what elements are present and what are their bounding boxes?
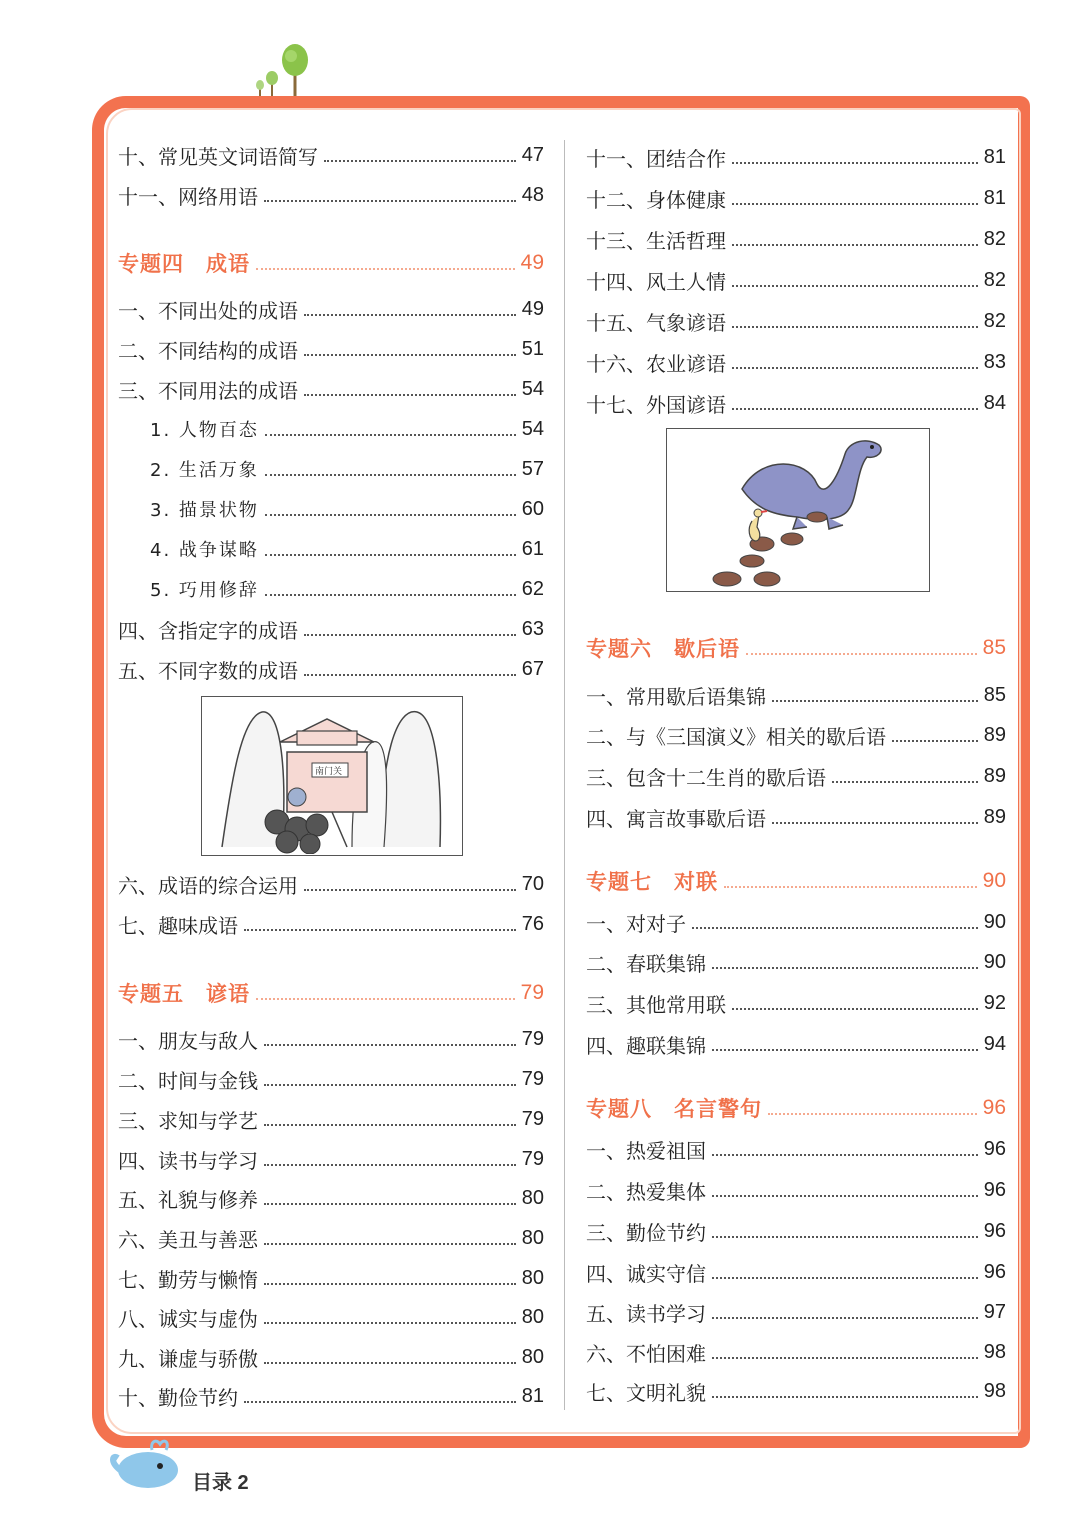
toc-entry-title: 四、趣联集锦	[586, 1033, 706, 1058]
toc-page-number: 76	[521, 912, 544, 935]
toc-leader-dots	[304, 314, 516, 316]
toc-leader-dots	[324, 160, 516, 162]
toc-entry	[586, 1132, 1006, 1166]
toc-page-number: 83	[983, 350, 1006, 373]
toc-section-heading	[586, 1091, 1006, 1125]
toc-leader-dots	[772, 700, 978, 702]
toc-page-number: 82	[983, 227, 1006, 250]
toc-entry	[586, 140, 1006, 174]
toc-entry	[586, 718, 1006, 752]
toc-entry	[586, 905, 1006, 939]
toc-leader-dots	[304, 354, 516, 356]
toc-leader-dots	[732, 1008, 978, 1010]
toc-entry-title: 二、时间与金钱	[118, 1068, 258, 1093]
toc-entry-title: 五、礼貌与修养	[118, 1187, 258, 1212]
toc-leader-dots	[256, 998, 515, 1000]
toc-entry	[586, 986, 1006, 1020]
toc-page-number: 49	[520, 251, 544, 274]
toc-entry	[118, 178, 544, 212]
toc-entry-title: 专题六 歇后语	[586, 637, 740, 661]
toc-section-heading	[586, 864, 1006, 898]
toc-entry-title: 一、不同出处的成语	[118, 298, 298, 323]
toc-page-number: 81	[521, 1384, 544, 1407]
whale-icon	[110, 1432, 190, 1492]
toc-page-number: 48	[521, 183, 544, 206]
toc-page-number: 94	[983, 1032, 1006, 1055]
toc-entry-title: 3. 描景状物	[150, 500, 259, 521]
toc-entry	[118, 138, 544, 172]
toc-page-number: 97	[983, 1300, 1006, 1323]
toc-entry	[118, 372, 544, 406]
toc-page-number: 80	[521, 1345, 544, 1368]
toc-entry-title: 十二、身体健康	[586, 187, 726, 212]
toc-leader-dots	[692, 927, 978, 929]
toc-entry	[118, 1062, 544, 1096]
toc-page-number: 80	[521, 1186, 544, 1209]
toc-page-number: 54	[521, 417, 544, 440]
toc-entry	[118, 867, 544, 901]
toc-entry-title: 三、其他常用联	[586, 992, 726, 1017]
toc-entry	[586, 304, 1006, 338]
toc-entry-title: 5. 巧用修辞	[150, 580, 259, 601]
toc-entry	[118, 1102, 544, 1136]
toc-leader-dots	[712, 1049, 978, 1051]
toc-entry-title: 九、谦虚与骄傲	[118, 1346, 258, 1371]
toc-leader-dots	[732, 408, 978, 410]
toc-page-number: 80	[521, 1226, 544, 1249]
toc-entry	[118, 1340, 544, 1374]
toc-entry-title: 五、不同字数的成语	[118, 658, 298, 683]
toc-entry	[586, 1335, 1006, 1369]
toc-entry	[118, 412, 544, 446]
toc-entry	[118, 572, 544, 606]
toc-entry	[586, 1374, 1006, 1408]
toc-page-number: 85	[983, 683, 1006, 706]
illustration-dinosaur	[666, 428, 930, 592]
toc-entry	[118, 612, 544, 646]
toc-page-number: 63	[521, 617, 544, 640]
toc-leader-dots	[732, 244, 978, 246]
toc-entry	[118, 1022, 544, 1056]
toc-entry-title: 十、勤俭节约	[118, 1385, 238, 1410]
toc-leader-dots	[264, 200, 516, 202]
toc-entry	[586, 800, 1006, 834]
toc-page-number: 90	[983, 950, 1006, 973]
toc-entry	[586, 345, 1006, 379]
illustration-gate	[201, 696, 463, 856]
toc-entry-title: 十三、生活哲理	[586, 228, 726, 253]
toc-page-number: 84	[983, 391, 1006, 414]
toc-leader-dots	[264, 1362, 516, 1364]
toc-entry	[586, 263, 1006, 297]
toc-page-number: 51	[521, 337, 544, 360]
toc-entry	[118, 1300, 544, 1334]
toc-leader-dots	[265, 594, 516, 596]
toc-page-number: 96	[983, 1178, 1006, 1201]
toc-entry-title: 十、常见英文词语简写	[118, 144, 318, 169]
toc-entry-title: 三、不同用法的成语	[118, 378, 298, 403]
toc-leader-dots	[256, 268, 515, 270]
toc-entry-title: 四、读书与学习	[118, 1148, 258, 1173]
toc-entry-title: 十七、外国谚语	[586, 392, 726, 417]
toc-entry-title: 专题七 对联	[586, 870, 718, 894]
toc-entry-title: 专题五 谚语	[118, 982, 250, 1006]
toc-leader-dots	[304, 674, 516, 676]
toc-leader-dots	[264, 1124, 516, 1126]
toc-entry	[586, 1027, 1006, 1061]
toc-entry	[118, 907, 544, 941]
toc-page-number: 90	[982, 869, 1006, 892]
toc-leader-dots	[304, 394, 516, 396]
toc-page-number: 79	[521, 1107, 544, 1130]
toc-entry	[118, 452, 544, 486]
toc-entry-title: 六、美丑与善恶	[118, 1227, 258, 1252]
toc-entry-title: 专题八 名言警句	[586, 1097, 762, 1121]
toc-leader-dots	[264, 1044, 516, 1046]
toc-page-number: 85	[982, 636, 1006, 659]
toc-entry-title: 十五、气象谚语	[586, 310, 726, 335]
toc-page-number: 62	[521, 577, 544, 600]
toc-leader-dots	[712, 1154, 978, 1156]
toc-entry-title: 三、求知与学艺	[118, 1108, 258, 1133]
toc-leader-dots	[265, 474, 516, 476]
toc-entry-title: 六、不怕困难	[586, 1341, 706, 1366]
toc-page-number: 90	[983, 910, 1006, 933]
toc-page-number: 47	[521, 143, 544, 166]
toc-entry	[118, 1221, 544, 1255]
dinosaur-drawing-icon	[667, 429, 928, 590]
toc-page-number: 60	[521, 497, 544, 520]
toc-page-number: 57	[521, 457, 544, 480]
toc-page-number: 98	[983, 1340, 1006, 1363]
toc-entry-title: 一、朋友与敌人	[118, 1028, 258, 1053]
toc-entry-title: 四、含指定字的成语	[118, 618, 298, 643]
toc-page-number: 70	[521, 872, 544, 895]
toc-page-number: 98	[983, 1379, 1006, 1402]
toc-entry	[118, 1181, 544, 1215]
toc-entry	[586, 222, 1006, 256]
toc-leader-dots	[732, 326, 978, 328]
toc-entry-title: 七、文明礼貌	[586, 1380, 706, 1405]
toc-leader-dots	[304, 889, 516, 891]
toc-leader-dots	[265, 514, 516, 516]
toc-leader-dots	[244, 929, 516, 931]
toc-entry	[586, 181, 1006, 215]
toc-leader-dots	[712, 1277, 978, 1279]
toc-page-number: 80	[521, 1305, 544, 1328]
toc-leader-dots	[724, 886, 977, 888]
toc-entry-title: 4. 战争谋略	[150, 540, 259, 561]
toc-leader-dots	[732, 285, 978, 287]
toc-entry	[118, 652, 544, 686]
toc-page-number: 81	[983, 145, 1006, 168]
toc-entry-title: 十一、团结合作	[586, 146, 726, 171]
toc-leader-dots	[732, 203, 978, 205]
toc-page-number: 81	[983, 186, 1006, 209]
toc-entry-title: 二、春联集锦	[586, 951, 706, 976]
toc-page-number: 79	[520, 981, 544, 1004]
toc-page-number: 79	[521, 1067, 544, 1090]
toc-leader-dots	[712, 1357, 978, 1359]
toc-leader-dots	[712, 1195, 978, 1197]
toc-leader-dots	[264, 1084, 516, 1086]
toc-entry	[586, 1255, 1006, 1289]
toc-page-number: 89	[983, 805, 1006, 828]
toc-entry-title: 六、成语的综合运用	[118, 873, 298, 898]
toc-leader-dots	[768, 1113, 977, 1115]
toc-page-number: 80	[521, 1266, 544, 1289]
toc-entry	[586, 1295, 1006, 1329]
toc-section-heading	[118, 246, 544, 280]
toc-entry-title: 二、不同结构的成语	[118, 338, 298, 363]
toc-page-number: 79	[521, 1147, 544, 1170]
toc-leader-dots	[746, 653, 977, 655]
toc-page-number: 96	[983, 1137, 1006, 1160]
tree-icon	[250, 40, 320, 100]
toc-entry-title: 七、趣味成语	[118, 913, 238, 938]
toc-entry	[118, 332, 544, 366]
toc-entry	[586, 1173, 1006, 1207]
toc-entry	[586, 386, 1006, 420]
toc-leader-dots	[264, 1203, 516, 1205]
toc-leader-dots	[772, 822, 978, 824]
toc-leader-dots	[712, 1396, 978, 1398]
toc-leader-dots	[244, 1401, 516, 1403]
toc-leader-dots	[832, 781, 978, 783]
toc-entry	[118, 1379, 544, 1413]
toc-page-number: 61	[521, 537, 544, 560]
toc-leader-dots	[732, 367, 978, 369]
toc-leader-dots	[265, 554, 516, 556]
toc-leader-dots	[304, 634, 516, 636]
toc-section-heading	[586, 631, 1006, 665]
toc-entry-title: 十六、农业谚语	[586, 351, 726, 376]
toc-page-number: 82	[983, 309, 1006, 332]
toc-page-number: 92	[983, 991, 1006, 1014]
toc-entry-title: 八、诚实与虚伪	[118, 1306, 258, 1331]
toc-leader-dots	[892, 740, 978, 742]
toc-leader-dots	[264, 1164, 516, 1166]
toc-entry	[586, 759, 1006, 793]
toc-leader-dots	[264, 1283, 516, 1285]
toc-entry-title: 七、勤劳与懒惰	[118, 1267, 258, 1292]
toc-leader-dots	[732, 162, 978, 164]
toc-page-number: 96	[983, 1219, 1006, 1242]
toc-entry-title: 专题四 成语	[118, 252, 250, 276]
toc-entry	[118, 492, 544, 526]
toc-entry-title: 三、包含十二生肖的歇后语	[586, 765, 826, 790]
toc-entry	[586, 1214, 1006, 1248]
footer-page-label: 目录 2	[192, 1472, 249, 1494]
toc-page-number: 89	[983, 723, 1006, 746]
toc-page-number: 67	[521, 657, 544, 680]
toc-section-heading	[118, 976, 544, 1010]
toc-leader-dots	[264, 1243, 516, 1245]
toc-page-number: 79	[521, 1027, 544, 1050]
toc-leader-dots	[712, 1317, 978, 1319]
toc-entry-title: 四、寓言故事歇后语	[586, 806, 766, 831]
toc-entry-title: 三、勤俭节约	[586, 1220, 706, 1245]
toc-entry	[118, 1142, 544, 1176]
toc-entry	[586, 678, 1006, 712]
toc-entry-title: 十一、网络用语	[118, 184, 258, 209]
toc-leader-dots	[712, 967, 978, 969]
toc-page-number: 89	[983, 764, 1006, 787]
gate-sign-text: 南门关	[315, 767, 343, 777]
gate-drawing-icon	[202, 697, 461, 854]
toc-entry-title: 2. 生活万象	[150, 460, 259, 481]
toc-page-number: 49	[521, 297, 544, 320]
toc-leader-dots	[712, 1236, 978, 1238]
toc-entry-title: 五、读书学习	[586, 1301, 706, 1326]
toc-entry	[586, 945, 1006, 979]
toc-entry-title: 二、与《三国演义》相关的歇后语	[586, 724, 886, 749]
toc-page-number: 96	[983, 1260, 1006, 1283]
toc-leader-dots	[264, 1322, 516, 1324]
toc-entry-title: 1. 人物百态	[150, 420, 259, 441]
toc-entry-title: 一、对对子	[586, 911, 686, 936]
toc-entry-title: 二、热爱集体	[586, 1179, 706, 1204]
toc-entry	[118, 1261, 544, 1295]
toc-entry-title: 十四、风土人情	[586, 269, 726, 294]
toc-entry	[118, 292, 544, 326]
toc-page-number: 82	[983, 268, 1006, 291]
toc-page-number: 54	[521, 377, 544, 400]
toc-entry-title: 四、诚实守信	[586, 1261, 706, 1286]
toc-entry	[118, 532, 544, 566]
toc-entry-title: 一、常用歇后语集锦	[586, 684, 766, 709]
toc-entry-title: 一、热爱祖国	[586, 1138, 706, 1163]
toc-leader-dots	[265, 434, 516, 436]
toc-page-number: 96	[982, 1096, 1006, 1119]
column-divider	[564, 140, 565, 1410]
